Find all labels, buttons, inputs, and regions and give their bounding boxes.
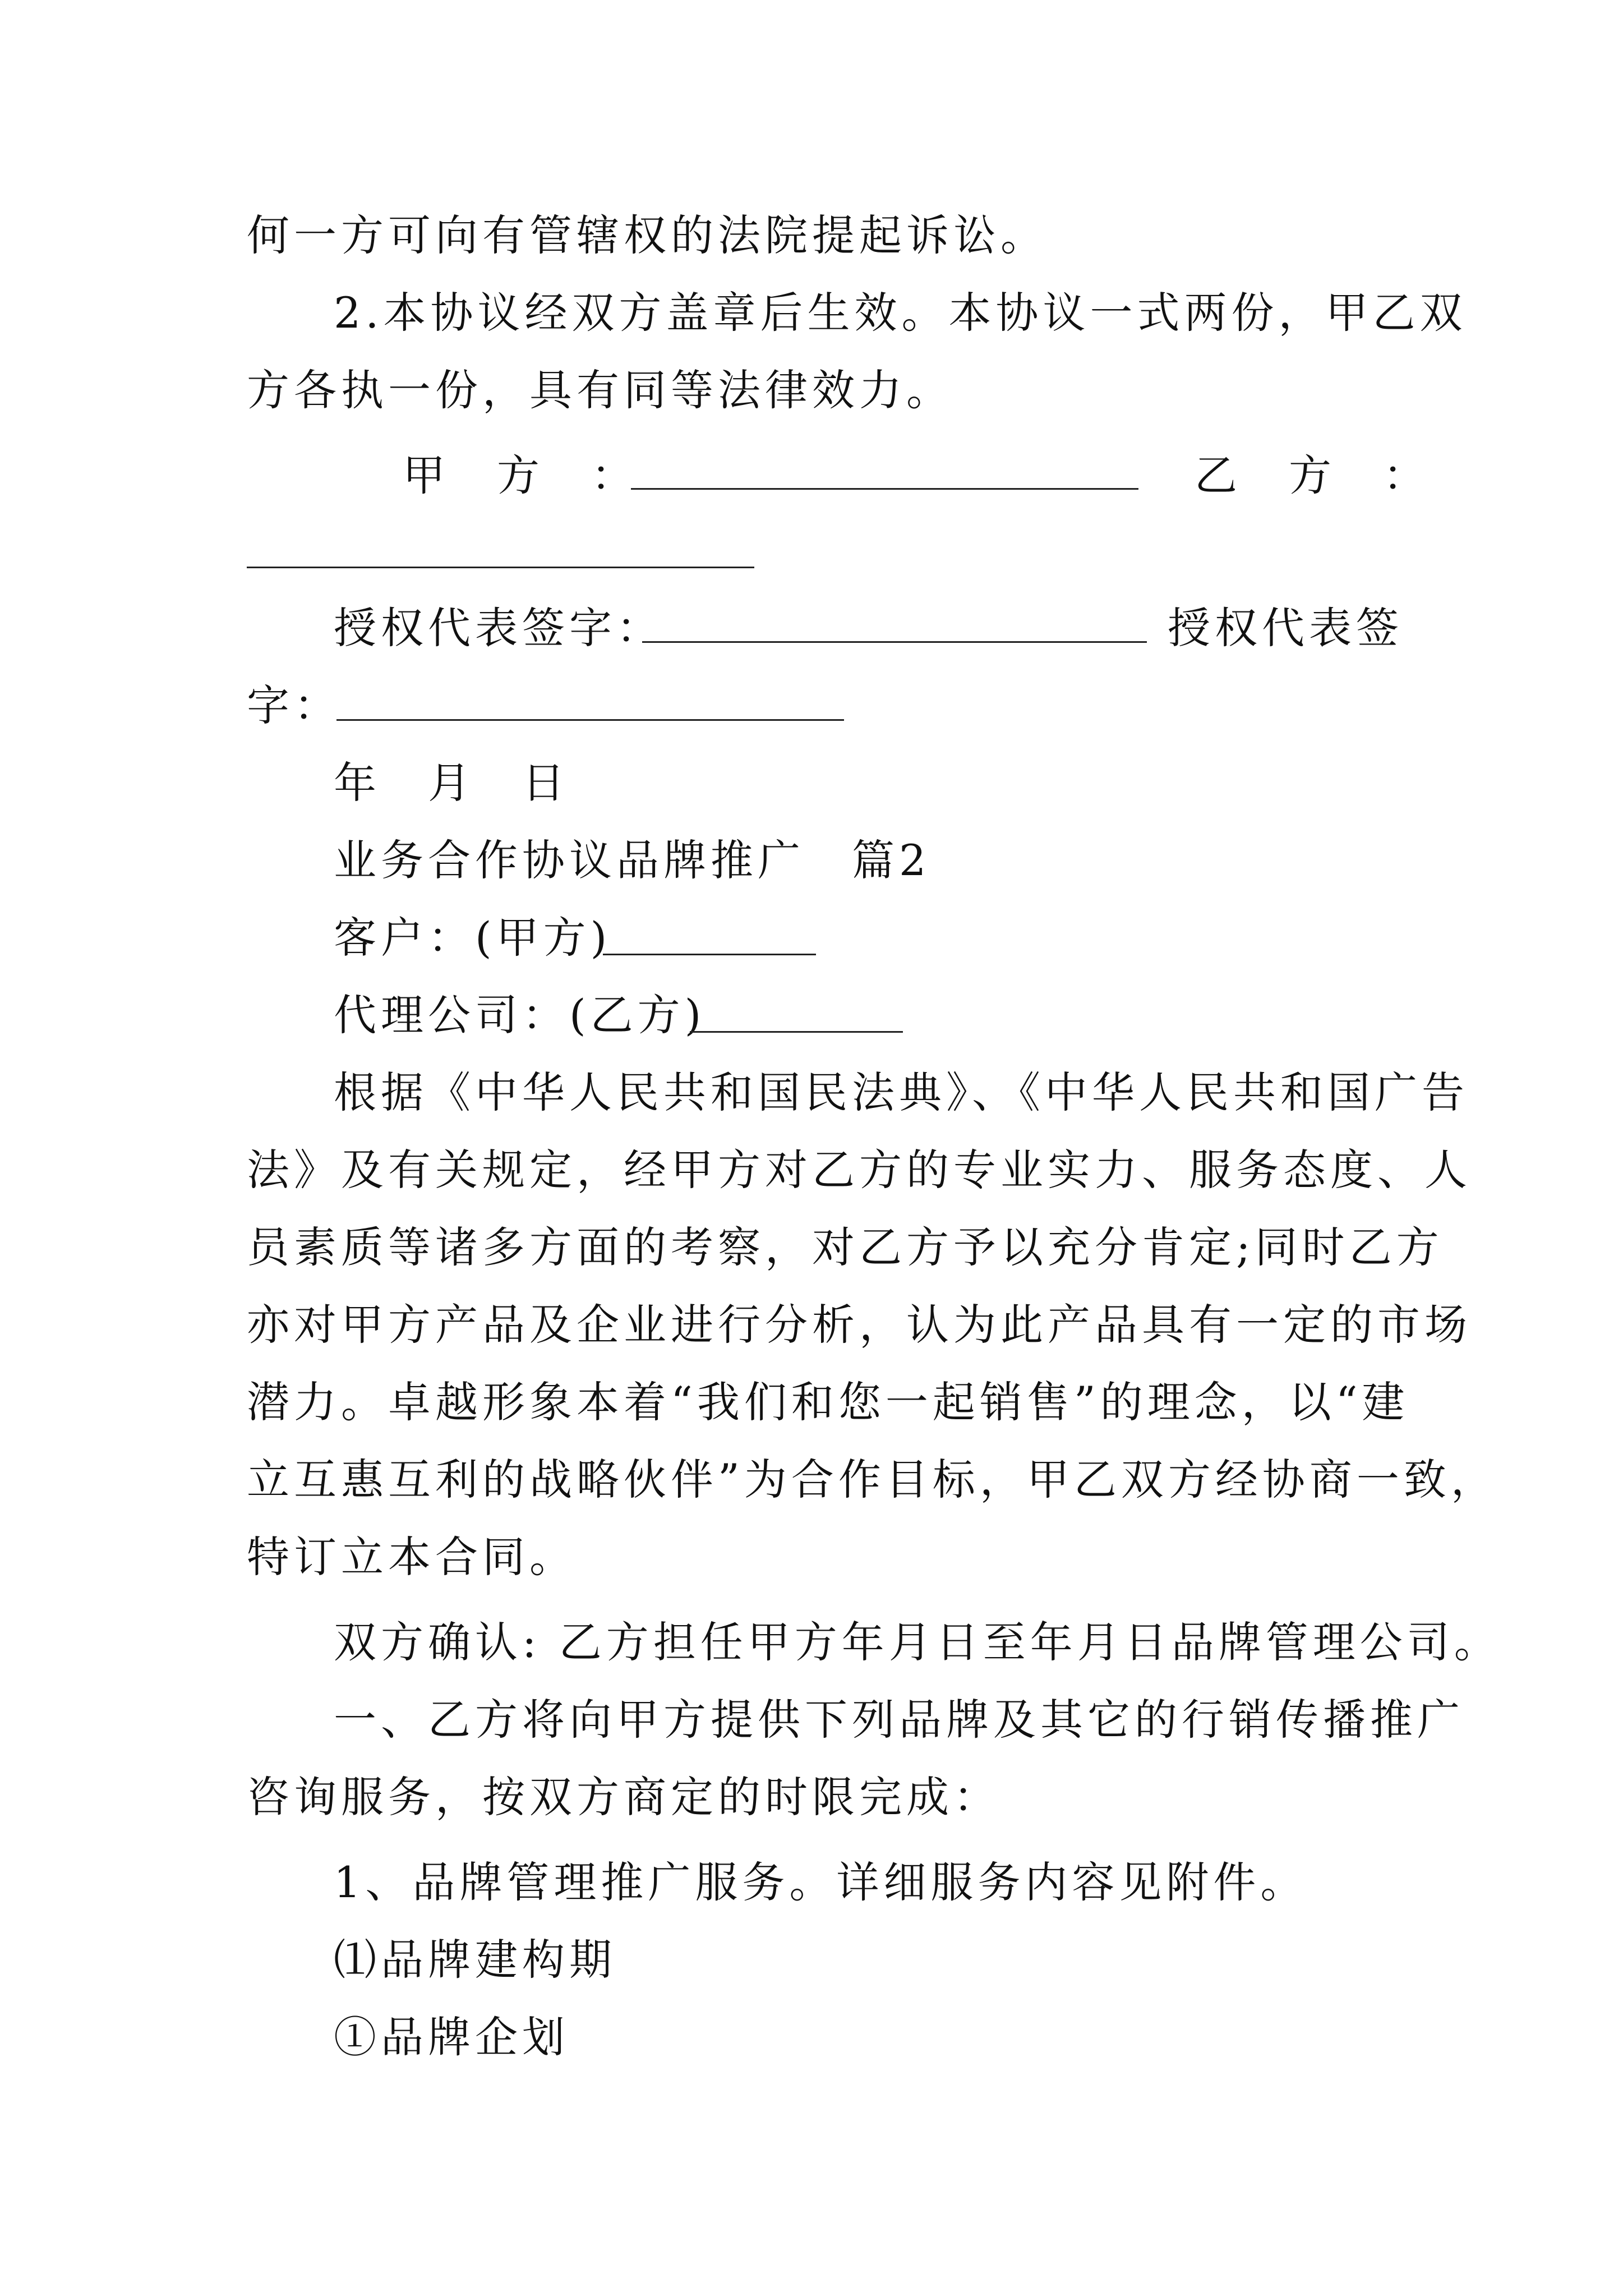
rep-a-signature-line — [642, 641, 1147, 643]
date-label: 年 月 日 — [334, 758, 569, 808]
rep-b-signature-line — [336, 719, 844, 721]
party-a-label: 甲 方 ： — [403, 450, 638, 500]
subitem-line: ⑴品牌建构期 — [334, 1935, 616, 1985]
item-line: 咨询服务，按双方商定的时限完成： — [247, 1772, 1000, 1822]
body-line: 亦对甲方产品及企业进行分析，认为此产品具有一定的市场 — [247, 1300, 1472, 1350]
paragraph-line: 方各执一份，具有同等法律效力。 — [247, 365, 953, 415]
agency-fill-line — [690, 1031, 903, 1033]
item-line: 一、乙方将向甲方提供下列品牌及其它的行销传播推广 — [334, 1695, 1464, 1745]
body-line: 员素质等诸多方面的考察，对乙方予以充分肯定;同时乙方 — [247, 1222, 1444, 1272]
body-line: 特订立本合同。 — [247, 1532, 577, 1582]
body-line: 法》及有关规定，经甲方对乙方的专业实力、服务态度、人 — [247, 1145, 1472, 1195]
confirm-line: 双方确认: 乙方担任甲方年月日至年月日品牌管理公司。 — [334, 1617, 1501, 1667]
paragraph-line: 2.本协议经双方盖章后生效。本协议一式两份，甲乙双 — [334, 288, 1467, 338]
agency-label: 代理公司：(乙方) — [334, 990, 706, 1040]
rep-a-label: 授权代表签字： — [334, 603, 663, 653]
body-line: 立互惠互利的战略伙伴”为合作目标，甲乙双方经协商一致， — [247, 1455, 1498, 1504]
party-a-signature-line — [631, 488, 1138, 490]
party-b-signature-line — [247, 567, 754, 568]
client-fill-line — [603, 954, 816, 955]
subitem-line: 1、品牌管理推广服务。详细服务内容见附件。 — [334, 1857, 1308, 1907]
rep-b-label-start: 授权代表签 — [1168, 603, 1403, 653]
subitem-line: ①品牌企划 — [334, 2012, 569, 2062]
section-heading: 业务合作协议品牌推广 篇2 — [334, 835, 931, 885]
party-b-label: 乙 方 ： — [1195, 450, 1430, 500]
body-line: 潜力。卓越形象本着“我们和您一起销售”的理念，以“建 — [247, 1377, 1409, 1427]
paragraph-line: 何一方可向有管辖权的法院提起诉讼。 — [247, 210, 1048, 260]
client-label: 客户：(甲方) — [334, 913, 612, 963]
body-line: 根据《中华人民共和国民法典》、《中华人民共和国广告 — [334, 1068, 1469, 1117]
rep-b-label-end: 字： — [247, 680, 341, 730]
